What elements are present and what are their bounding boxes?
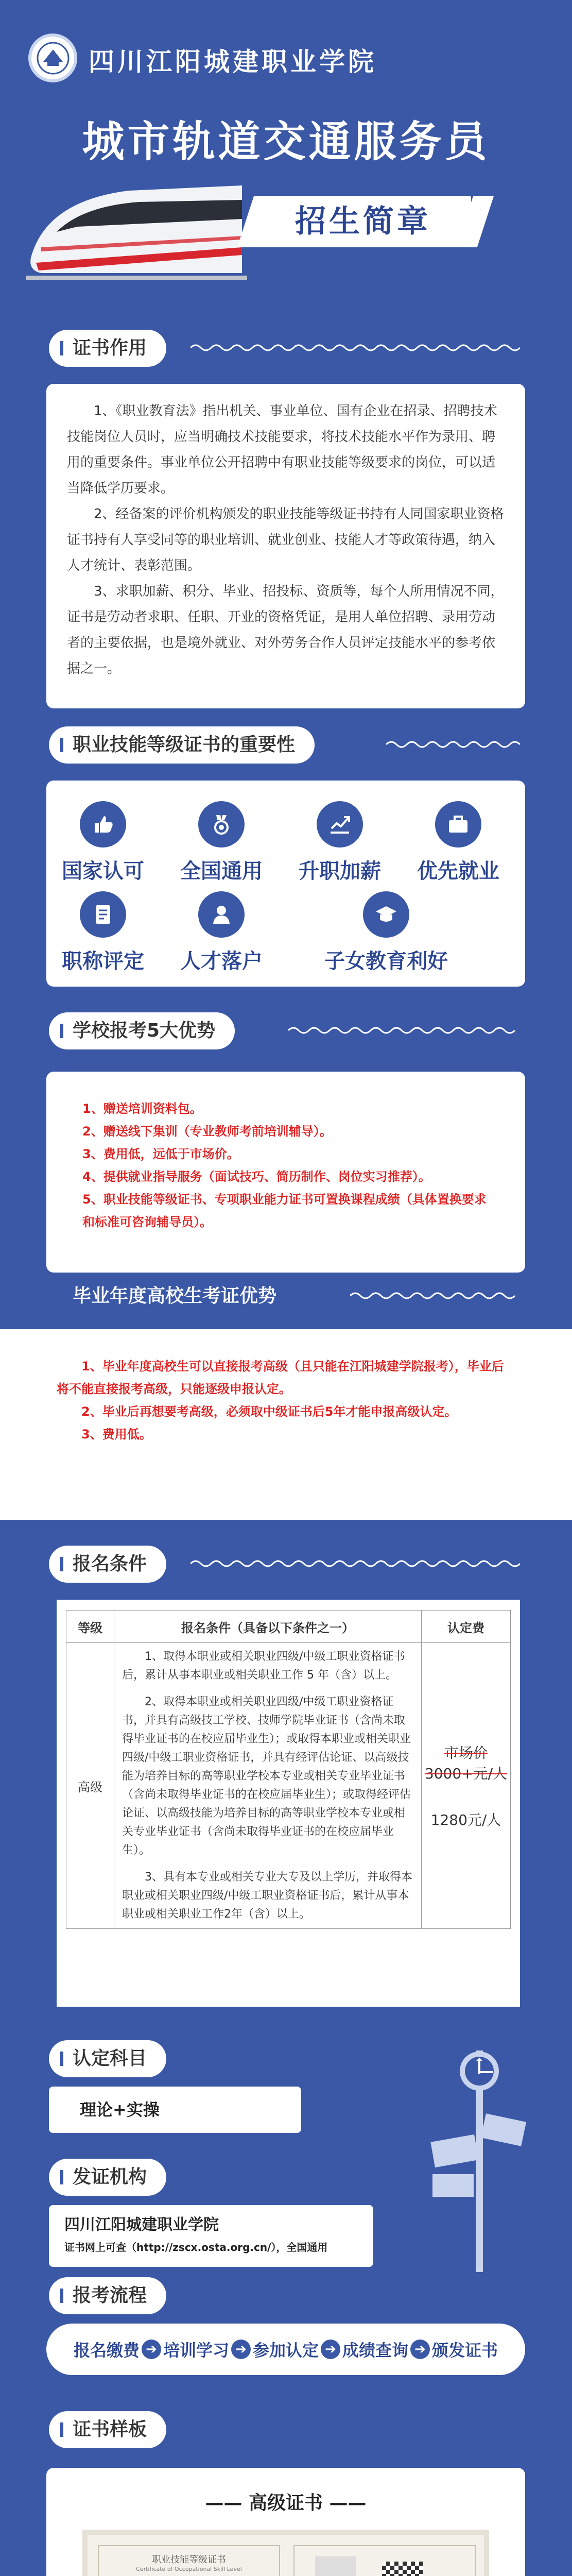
section-title-importance <box>49 726 315 764</box>
section-title-text: 认定科目 <box>73 2048 147 2069</box>
importance-label: 国家认可 <box>62 859 144 883</box>
advantage-item: 4、提供就业指导服务（面试技巧、简历制作、岗位实习推荐）。 <box>82 1170 431 1184</box>
cert-left-page <box>98 2545 280 2576</box>
thumbs-up-icon <box>80 801 126 848</box>
section-title-graduate <box>49 1278 296 1315</box>
qr-code-icon <box>382 2562 423 2576</box>
importance-item <box>175 891 268 974</box>
importance-panel <box>46 781 525 987</box>
cert-role-paragraph: 3、求职加薪、积分、毕业、招投标、资质等，每个人所用情况不同，证书是劳动者求职、任职、开业的资格凭证，是用人单位招聘、录用劳动者的主要依据，也是境外就业、对外劳务合作人员评定技能水平的参考依据之一。 <box>67 584 504 676</box>
section-title-text: 证书作用 <box>73 337 147 359</box>
enroll-panel <box>57 1600 520 2007</box>
importance-label: 子女教育利好 <box>324 950 448 973</box>
divider-wave-icon <box>386 739 520 750</box>
cert-right-page <box>293 2545 476 2576</box>
person-icon <box>198 891 245 938</box>
section-title-subject <box>49 2040 166 2077</box>
section-title-text: 报名条件 <box>73 1553 147 1574</box>
school-price: 1280元/人 <box>430 1811 501 1828</box>
cert-en-title: Certificate of Occupational Skill Level <box>136 2566 242 2572</box>
importance-item <box>175 801 268 884</box>
advantage-item: 3、费用低，远低于市场价。 <box>82 1147 239 1161</box>
arrow-right-icon: ➔ <box>410 2340 430 2359</box>
divider-wave-icon <box>350 1291 520 1301</box>
condition-item: 1、取得本职业或相关职业四级/中级工职业资格证书后，累计从事本职业或相关职业工作 5 年（含）以上。 <box>122 1650 405 1682</box>
chart-up-icon <box>317 801 363 848</box>
school-name: 四川江阳城建职业学院 <box>89 46 377 77</box>
section-title-sample <box>49 2411 166 2448</box>
medal-icon <box>198 801 245 848</box>
market-price: 3000+元/人 <box>424 1765 508 1782</box>
condition-item: 3、具有本专业或相关专业大专及以上学历，并取得本职业或相关职业四级/中级工职业资格证书后，累计从事本职业或相关职业工作2年（含）以上。 <box>122 1871 412 1921</box>
section-title-issuer <box>49 2159 166 2196</box>
issuer-name: 四川江阳城建职业学院 <box>64 2216 219 2234</box>
section-title-text: 发证机构 <box>73 2166 147 2188</box>
importance-label: 人才落户 <box>180 950 263 973</box>
arrow-right-icon: ➔ <box>231 2340 251 2359</box>
sample-label-text: 高级证书 <box>248 2493 323 2514</box>
process-flow <box>46 2324 525 2375</box>
graduate-item: 2、毕业后再想要考高级，必须取中级证书后5年才能申报高级认定。 <box>81 1404 457 1419</box>
cert-cn-title: 职业技能等级证书 <box>152 2554 226 2565</box>
table-header: 认定费 <box>422 1611 511 1643</box>
arrow-right-icon: ➔ <box>142 2340 161 2359</box>
section-title-text: 职业技能等级证书的重要性 <box>73 734 296 755</box>
market-price-label: 市场价 <box>444 1744 488 1761</box>
process-step: 培训学习 <box>163 2341 229 2360</box>
briefcase-icon <box>435 801 481 848</box>
subject-box <box>49 2087 301 2133</box>
sample-label: —— 高级证书 —— <box>205 2493 367 2514</box>
section-title-advantages <box>49 1012 235 1049</box>
advantage-item: 2、赠送线下集训（专业教师考前培训辅导）。 <box>82 1124 332 1139</box>
process-step: 参加认定 <box>252 2341 319 2360</box>
graduate-item: 3、费用低。 <box>81 1427 152 1442</box>
importance-item <box>319 891 453 974</box>
divider-wave-icon <box>190 343 520 353</box>
section-title-text: 学校报考5大优势 <box>73 1020 216 1041</box>
importance-label: 优先就业 <box>417 859 499 883</box>
advantage-item: 5、职业技能等级证书、专项职业能力证书可置换课程成绩（具体置换要求和标准可咨询辅导员）。 <box>82 1192 487 1229</box>
importance-item <box>57 801 149 884</box>
table-header: 报名条件（具备以下条件之一） <box>114 1611 422 1643</box>
conditions-cell <box>114 1643 422 1929</box>
certificate-inner-image <box>82 2530 489 2576</box>
importance-label: 升职加薪 <box>299 859 381 883</box>
importance-label: 职称评定 <box>62 950 144 973</box>
document-icon <box>80 891 126 938</box>
subtitle-text: 招生简章 <box>295 204 431 240</box>
importance-item <box>293 801 386 884</box>
cert-role-paragraph: 1、《职业教育法》指出机关、事业单位、国有企业在招录、招聘技术技能岗位人员时，应当明确技术技能要求，将技术技能水平作为录用、聘用的重要条件。事业单位公开招聘中有职业技能等级要求的岗位，可以适当降低学历要求。 <box>67 403 497 496</box>
advantage-item: 1、赠送培训资料包。 <box>82 1101 202 1116</box>
level-cell: 高级 <box>66 1643 114 1929</box>
enroll-table <box>66 1610 511 1929</box>
graduate-item: 1、毕业年度高校生可以直接报考高级（且只能在江阳城建学院报考），毕业后将不能直接报考高级，只能逐级申报认定。 <box>57 1359 504 1396</box>
process-step: 成绩查询 <box>342 2341 409 2360</box>
fee-cell <box>422 1643 511 1929</box>
importance-label: 全国通用 <box>180 859 263 883</box>
importance-item <box>57 891 149 974</box>
importance-item <box>412 801 505 884</box>
condition-item: 2、取得本职业或相关职业四级/中级工职业资格证书，并具有高级技工学校、技师学院毕业证书（含尚未取得毕业证书的在校应届毕业生）；或取得本职业或相关职业四级/中级工职业资格证书，并具有经评估论证、以高级技能为培养目标的高等职业学校本专业或相关专业毕业证书（含尚未取得毕业证书的在校应届毕业生）；或取得经评估论证、以高级技能为培养目标的高等职业学校本专业或相关专业毕业证书（含尚未取得毕业证书的在校应届毕业生）。 <box>122 1696 411 1857</box>
section-title-process <box>49 2277 166 2314</box>
section-title-text: 报考流程 <box>73 2285 147 2306</box>
table-header: 等级 <box>66 1611 114 1643</box>
issuer-box <box>49 2205 373 2267</box>
cert-role-paragraph: 2、经备案的评价机构颁发的职业技能等级证书持有人同国家职业资格证书持有人享受同等的职业培训、就业创业、技能人才等政策待遇，纳入人才统计、表彰范围。 <box>67 506 504 573</box>
page-title: 城市轨道交通服务员 <box>82 117 490 166</box>
signpost-icon <box>427 2035 530 2272</box>
section-title-text: 毕业年度高校生考证优势 <box>73 1285 277 1307</box>
school-logo <box>28 33 77 82</box>
train-illustration-icon <box>26 170 247 289</box>
divider-wave-icon <box>288 1025 520 1036</box>
subject-value: 理论+实操 <box>80 2100 160 2120</box>
graduate-panel <box>0 1329 572 1520</box>
divider-wave-icon <box>190 1558 520 1569</box>
section-title-cert-role <box>49 330 166 367</box>
graduation-cap-icon <box>363 891 409 938</box>
process-step: 报名缴费 <box>73 2341 140 2360</box>
logo-emblem-icon <box>36 41 70 75</box>
cert-role-panel <box>46 384 525 708</box>
subtitle-banner <box>255 196 471 247</box>
arrow-right-icon: ➔ <box>321 2340 340 2359</box>
section-title-enroll <box>49 1546 166 1583</box>
process-step: 颁发证书 <box>432 2341 498 2360</box>
sample-panel <box>46 2468 525 2576</box>
section-title-text: 证书样板 <box>73 2419 147 2440</box>
advantages-panel <box>46 1072 525 1273</box>
photo-placeholder <box>315 2556 356 2576</box>
issuer-query: 证书网上可查（http://zscx.osta.org.cn/），全国通用 <box>64 2241 328 2253</box>
